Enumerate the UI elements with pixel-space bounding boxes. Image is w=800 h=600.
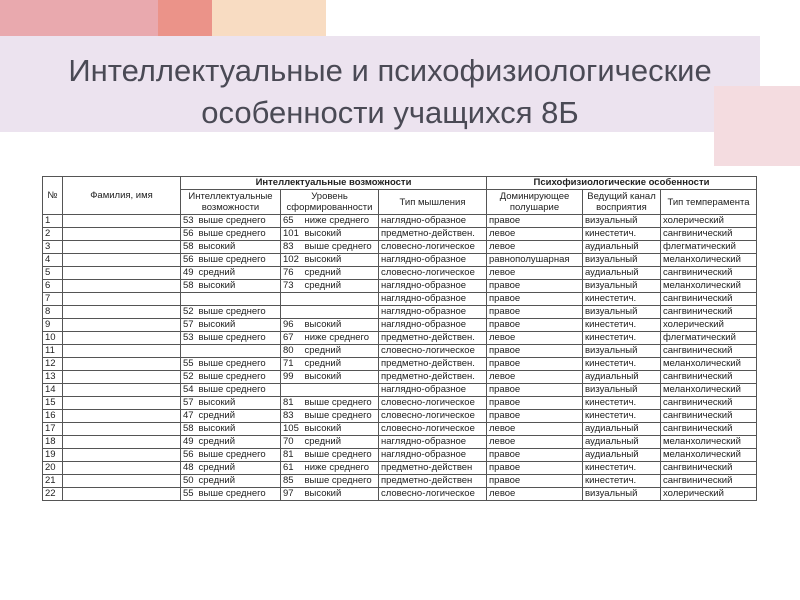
cell-num: 20	[43, 462, 63, 475]
cell-temperament: сангвинический	[661, 345, 757, 358]
cell-thinking: наглядно-образное	[379, 280, 487, 293]
cell-temperament: сангвинический	[661, 306, 757, 319]
cell-channel: аудиальный	[583, 267, 661, 280]
cell-temperament: сангвинический	[661, 267, 757, 280]
table-row	[43, 436, 757, 449]
cell-intel-score: 48	[181, 462, 197, 475]
cell-level-score	[281, 306, 303, 319]
cell-level-value: средний	[303, 436, 379, 449]
cell-channel: визуальный	[583, 345, 661, 358]
cell-temperament: меланхолический	[661, 358, 757, 371]
cell-num: 10	[43, 332, 63, 345]
cell-level-value: высокий	[303, 228, 379, 241]
cell-level-value	[303, 384, 379, 397]
cell-channel: аудиальный	[583, 436, 661, 449]
cell-intel-score: 53	[181, 215, 197, 228]
cell-level-score: 81	[281, 397, 303, 410]
cell-level-value: высокий	[303, 423, 379, 436]
cell-level-score: 80	[281, 345, 303, 358]
group-header-intel: Интеллектуальные возможности	[181, 177, 487, 190]
cell-intel-score: 58	[181, 241, 197, 254]
cell-intel-score: 57	[181, 397, 197, 410]
cell-intel-level: средний	[197, 462, 281, 475]
cell-thinking: словесно-логическое	[379, 423, 487, 436]
cell-level-score: 70	[281, 436, 303, 449]
cell-num: 9	[43, 319, 63, 332]
cell-intel-level: высокий	[197, 397, 281, 410]
table-row	[43, 345, 757, 358]
table-row	[43, 423, 757, 436]
cell-num: 3	[43, 241, 63, 254]
cell-num: 1	[43, 215, 63, 228]
cell-thinking: наглядно-образное	[379, 293, 487, 306]
cell-hemisphere: правое	[487, 345, 583, 358]
cell-name	[63, 345, 181, 358]
header-num: №	[43, 177, 63, 215]
cell-channel: аудиальный	[583, 423, 661, 436]
cell-thinking: наглядно-образное	[379, 384, 487, 397]
cell-intel-score: 52	[181, 306, 197, 319]
cell-level-score: 97	[281, 488, 303, 501]
cell-intel-level: средний	[197, 475, 281, 488]
cell-hemisphere: правое	[487, 293, 583, 306]
cell-num: 14	[43, 384, 63, 397]
cell-name	[63, 436, 181, 449]
cell-thinking: наглядно-образное	[379, 319, 487, 332]
table-row	[43, 228, 757, 241]
table-body	[43, 215, 757, 501]
cell-intel-score: 56	[181, 449, 197, 462]
cell-num: 4	[43, 254, 63, 267]
cell-temperament: сангвинический	[661, 475, 757, 488]
cell-hemisphere: левое	[487, 436, 583, 449]
cell-level-value: средний	[303, 267, 379, 280]
cell-num: 6	[43, 280, 63, 293]
slide-title	[0, 50, 780, 134]
cell-name	[63, 371, 181, 384]
cell-intel-level: выше среднего	[197, 254, 281, 267]
cell-name	[63, 475, 181, 488]
cell-temperament: сангвинический	[661, 293, 757, 306]
table-row	[43, 241, 757, 254]
cell-name	[63, 423, 181, 436]
cell-num: 2	[43, 228, 63, 241]
cell-temperament: флегматический	[661, 241, 757, 254]
cell-name	[63, 267, 181, 280]
cell-temperament: сангвинический	[661, 371, 757, 384]
cell-name	[63, 228, 181, 241]
cell-level-value: высокий	[303, 488, 379, 501]
cell-level-score: 101	[281, 228, 303, 241]
cell-name	[63, 293, 181, 306]
cell-channel: кинестетич.	[583, 397, 661, 410]
cell-num: 17	[43, 423, 63, 436]
cell-intel-level: выше среднего	[197, 384, 281, 397]
cell-channel: кинестетич.	[583, 319, 661, 332]
table-row	[43, 267, 757, 280]
cell-name	[63, 241, 181, 254]
cell-level-score: 61	[281, 462, 303, 475]
cell-intel-level: средний	[197, 410, 281, 423]
cell-level-value: выше среднего	[303, 397, 379, 410]
cell-level-score: 73	[281, 280, 303, 293]
cell-hemisphere: правое	[487, 280, 583, 293]
cell-level-value: выше среднего	[303, 410, 379, 423]
cell-temperament: меланхолический	[661, 254, 757, 267]
cell-thinking: наглядно-образное	[379, 254, 487, 267]
cell-num: 22	[43, 488, 63, 501]
cell-num: 8	[43, 306, 63, 319]
header-level: Уровень сформированности	[281, 190, 379, 215]
cell-hemisphere: левое	[487, 267, 583, 280]
cell-thinking: предметно-действен.	[379, 228, 487, 241]
cell-intel-score: 50	[181, 475, 197, 488]
cell-intel-score: 53	[181, 332, 197, 345]
cell-temperament: меланхолический	[661, 280, 757, 293]
cell-level-value: средний	[303, 280, 379, 293]
cell-level-value: высокий	[303, 254, 379, 267]
cell-level-value: высокий	[303, 319, 379, 332]
cell-level-score	[281, 384, 303, 397]
cell-thinking: наглядно-образное	[379, 436, 487, 449]
cell-thinking: предметно-действен.	[379, 371, 487, 384]
group-header-psycho: Психофизиологические особенности	[487, 177, 757, 190]
cell-hemisphere: правое	[487, 475, 583, 488]
cell-num: 5	[43, 267, 63, 280]
cell-intel-level: средний	[197, 436, 281, 449]
cell-hemisphere: правое	[487, 410, 583, 423]
cell-intel-score	[181, 345, 197, 358]
cell-name	[63, 332, 181, 345]
cell-intel-level: средний	[197, 267, 281, 280]
cell-hemisphere: правое	[487, 358, 583, 371]
slide-title-line-2: особенности учащихся 8Б	[201, 95, 579, 130]
cell-temperament: меланхолический	[661, 384, 757, 397]
cell-level-value	[303, 293, 379, 306]
cell-level-score: 105	[281, 423, 303, 436]
table-row	[43, 293, 757, 306]
header-channel: Ведущий канал восприятия	[583, 190, 661, 215]
table-row	[43, 280, 757, 293]
cell-name	[63, 319, 181, 332]
table-row	[43, 462, 757, 475]
cell-level-score: 99	[281, 371, 303, 384]
cell-intel-level	[197, 345, 281, 358]
cell-hemisphere: правое	[487, 397, 583, 410]
cell-intel-level: высокий	[197, 319, 281, 332]
cell-level-value: средний	[303, 345, 379, 358]
cell-thinking: наглядно-образное	[379, 215, 487, 228]
cell-level-score: 96	[281, 319, 303, 332]
cell-thinking: словесно-логическое	[379, 397, 487, 410]
cell-hemisphere: левое	[487, 488, 583, 501]
cell-thinking: предметно-действен	[379, 462, 487, 475]
cell-name	[63, 384, 181, 397]
cell-hemisphere: левое	[487, 332, 583, 345]
cell-hemisphere: правое	[487, 215, 583, 228]
cell-name	[63, 397, 181, 410]
cell-intel-level: выше среднего	[197, 215, 281, 228]
header-hemisphere: Доминирующее полушарие	[487, 190, 583, 215]
header-intel-abilities: Интеллектуальные возможности	[181, 190, 281, 215]
cell-hemisphere: левое	[487, 371, 583, 384]
cell-temperament: флегматический	[661, 332, 757, 345]
cell-temperament: холерический	[661, 319, 757, 332]
cell-num: 16	[43, 410, 63, 423]
cell-level-value: выше среднего	[303, 449, 379, 462]
cell-intel-level	[197, 293, 281, 306]
cell-channel: кинестетич.	[583, 475, 661, 488]
students-table	[42, 176, 757, 501]
cell-level-value: ниже среднего	[303, 462, 379, 475]
cell-channel: аудиальный	[583, 241, 661, 254]
cell-channel: визуальный	[583, 280, 661, 293]
cell-level-value: высокий	[303, 371, 379, 384]
cell-intel-level: выше среднего	[197, 449, 281, 462]
cell-channel: аудиальный	[583, 371, 661, 384]
cell-level-value	[303, 306, 379, 319]
cell-thinking: предметно-действен	[379, 475, 487, 488]
cell-hemisphere: правое	[487, 449, 583, 462]
cell-level-score	[281, 293, 303, 306]
cell-level-score: 85	[281, 475, 303, 488]
cell-intel-score: 56	[181, 228, 197, 241]
cell-temperament: меланхолический	[661, 449, 757, 462]
cell-level-score: 76	[281, 267, 303, 280]
cell-thinking: наглядно-образное	[379, 449, 487, 462]
cell-thinking: словесно-логическое	[379, 345, 487, 358]
cell-channel: кинестетич.	[583, 462, 661, 475]
cell-intel-score: 49	[181, 267, 197, 280]
cell-level-score: 83	[281, 410, 303, 423]
cell-intel-level: выше среднего	[197, 488, 281, 501]
cell-name	[63, 254, 181, 267]
cell-intel-level: высокий	[197, 423, 281, 436]
cell-level-value: средний	[303, 358, 379, 371]
cell-intel-score: 55	[181, 358, 197, 371]
cell-temperament: сангвинический	[661, 462, 757, 475]
cell-name	[63, 358, 181, 371]
cell-intel-level: выше среднего	[197, 358, 281, 371]
header-thinking: Тип мышления	[379, 190, 487, 215]
cell-intel-level: высокий	[197, 241, 281, 254]
cell-num: 7	[43, 293, 63, 306]
table-row	[43, 449, 757, 462]
cell-intel-level: выше среднего	[197, 332, 281, 345]
cell-intel-level: выше среднего	[197, 306, 281, 319]
cell-channel: кинестетич.	[583, 228, 661, 241]
cell-level-score: 83	[281, 241, 303, 254]
table-row	[43, 384, 757, 397]
table-row	[43, 332, 757, 345]
cell-level-score: 67	[281, 332, 303, 345]
table-row	[43, 397, 757, 410]
cell-name	[63, 488, 181, 501]
cell-temperament: холерический	[661, 488, 757, 501]
cell-hemisphere: правое	[487, 319, 583, 332]
cell-level-score: 65	[281, 215, 303, 228]
cell-num: 18	[43, 436, 63, 449]
cell-level-value: выше среднего	[303, 241, 379, 254]
cell-thinking: словесно-логическое	[379, 488, 487, 501]
table-row	[43, 215, 757, 228]
cell-temperament: меланхолический	[661, 436, 757, 449]
cell-temperament: сангвинический	[661, 228, 757, 241]
cell-intel-score: 47	[181, 410, 197, 423]
cell-intel-level: выше среднего	[197, 228, 281, 241]
cell-level-value: ниже среднего	[303, 215, 379, 228]
cell-hemisphere: левое	[487, 423, 583, 436]
cell-thinking: словесно-логическое	[379, 241, 487, 254]
cell-thinking: предметно-действен.	[379, 332, 487, 345]
table-row	[43, 358, 757, 371]
table-row	[43, 410, 757, 423]
cell-hemisphere: равнополушарная	[487, 254, 583, 267]
cell-intel-score: 55	[181, 488, 197, 501]
cell-temperament: сангвинический	[661, 410, 757, 423]
table-row	[43, 319, 757, 332]
cell-num: 13	[43, 371, 63, 384]
cell-temperament: сангвинический	[661, 423, 757, 436]
cell-num: 21	[43, 475, 63, 488]
cell-channel: кинестетич.	[583, 410, 661, 423]
table-row	[43, 306, 757, 319]
slide-title-line-1: Интеллектуальные и психофизиологические	[68, 53, 712, 88]
cell-channel: визуальный	[583, 254, 661, 267]
cell-level-value: ниже среднего	[303, 332, 379, 345]
table-row	[43, 488, 757, 501]
cell-channel: визуальный	[583, 384, 661, 397]
table-row	[43, 371, 757, 384]
cell-hemisphere: правое	[487, 462, 583, 475]
cell-thinking: предметно-действен.	[379, 358, 487, 371]
cell-channel: визуальный	[583, 488, 661, 501]
cell-intel-level: выше среднего	[197, 371, 281, 384]
cell-thinking: наглядно-образное	[379, 306, 487, 319]
cell-level-score: 71	[281, 358, 303, 371]
cell-channel: кинестетич.	[583, 358, 661, 371]
cell-name	[63, 449, 181, 462]
cell-intel-score: 54	[181, 384, 197, 397]
cell-temperament: холерический	[661, 215, 757, 228]
cell-hemisphere: левое	[487, 228, 583, 241]
header-name: Фамилия, имя	[63, 177, 181, 215]
cell-num: 15	[43, 397, 63, 410]
cell-intel-score: 58	[181, 423, 197, 436]
cell-intel-level: высокий	[197, 280, 281, 293]
cell-channel: визуальный	[583, 306, 661, 319]
cell-channel: аудиальный	[583, 449, 661, 462]
cell-name	[63, 462, 181, 475]
header-temperament: Тип темперамента	[661, 190, 757, 215]
cell-channel: визуальный	[583, 215, 661, 228]
cell-intel-score	[181, 293, 197, 306]
cell-temperament: сангвинический	[661, 397, 757, 410]
cell-num: 19	[43, 449, 63, 462]
cell-hemisphere: правое	[487, 384, 583, 397]
cell-intel-score: 49	[181, 436, 197, 449]
cell-intel-score: 57	[181, 319, 197, 332]
cell-name	[63, 410, 181, 423]
cell-channel: кинестетич.	[583, 293, 661, 306]
cell-level-value: выше среднего	[303, 475, 379, 488]
cell-intel-score: 52	[181, 371, 197, 384]
cell-thinking: словесно-логическое	[379, 267, 487, 280]
cell-name	[63, 306, 181, 319]
cell-level-score: 81	[281, 449, 303, 462]
table-row	[43, 254, 757, 267]
table-row	[43, 475, 757, 488]
cell-num: 12	[43, 358, 63, 371]
cell-name	[63, 280, 181, 293]
cell-name	[63, 215, 181, 228]
cell-thinking: словесно-логическое	[379, 410, 487, 423]
cell-hemisphere: левое	[487, 241, 583, 254]
cell-intel-score: 56	[181, 254, 197, 267]
cell-channel: кинестетич.	[583, 332, 661, 345]
cell-intel-score: 58	[181, 280, 197, 293]
cell-hemisphere: правое	[487, 306, 583, 319]
cell-num: 11	[43, 345, 63, 358]
cell-level-score: 102	[281, 254, 303, 267]
